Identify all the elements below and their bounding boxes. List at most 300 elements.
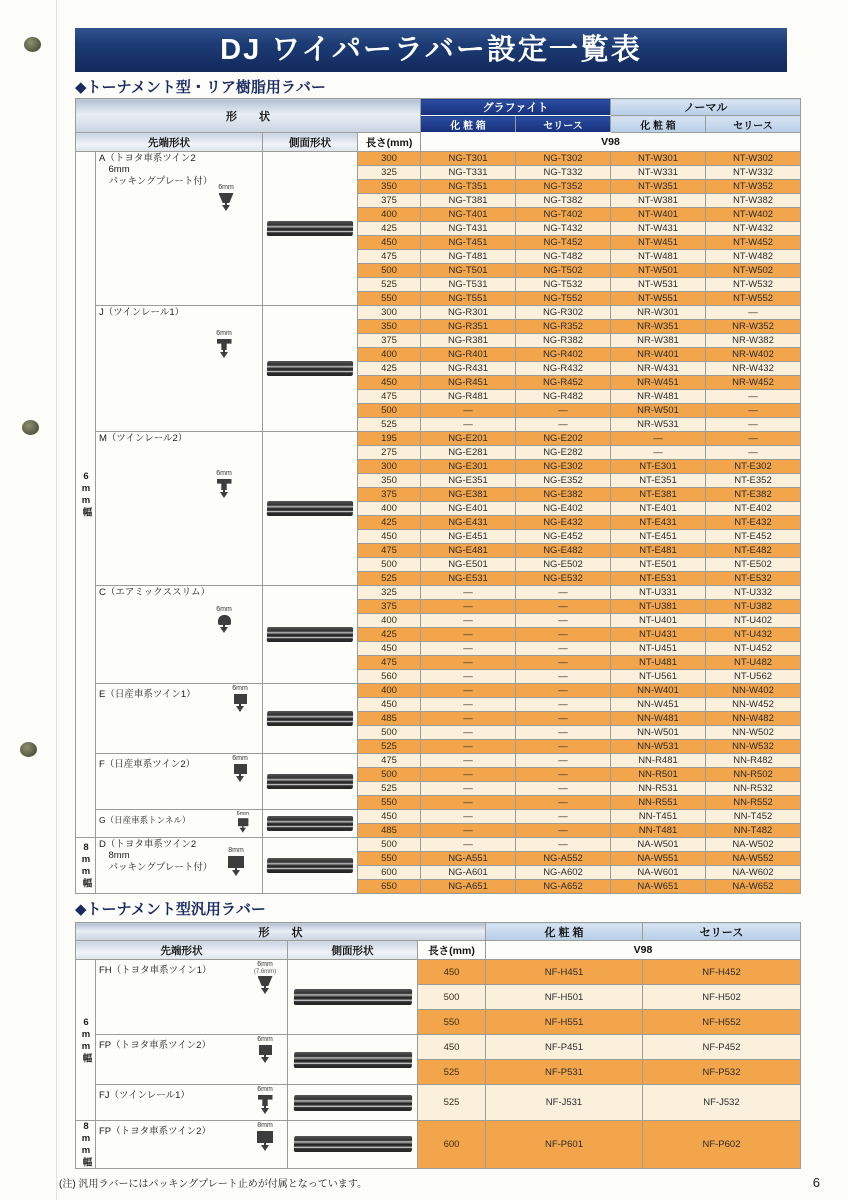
part-number-cell: NG-E301 [421,460,516,474]
length-cell: 525 [418,1085,486,1121]
part-number-cell: — [516,614,611,628]
length-cell: 650 [358,880,421,894]
part-number-cell: NG-T332 [516,166,611,180]
part-number-cell: NR-W401 [611,348,706,362]
part-number-cell: — [421,698,516,712]
length-cell: 525 [418,1060,486,1085]
tip-shape-label-line: J（ツインレール1） [99,307,185,318]
part-number-cell: NG-T502 [516,264,611,278]
tip-shape-label-line: A（トヨタ車系ツイン2 [99,153,196,164]
part-number-cell: — [421,656,516,670]
part-number-cell: NF-P452 [643,1035,801,1060]
length-cell: 400 [358,614,421,628]
length-cell: 500 [358,404,421,418]
length-cell: 425 [358,628,421,642]
length-cell: 375 [358,194,421,208]
side-profile-cell [263,306,358,432]
part-number-cell: NN-T452 [706,810,801,824]
tip-shape-label [96,964,214,977]
table-row [76,754,801,768]
tip-width-sublabel: (7.6mm) [253,969,277,975]
width-group-label: 6mm幅 [80,471,92,518]
length-cell: 475 [358,544,421,558]
part-number-cell: NT-W302 [706,152,801,166]
length-cell: 425 [358,222,421,236]
part-number-cell: — [421,726,516,740]
tip-head-shape [257,1131,273,1143]
part-number-cell: — [516,796,611,810]
part-number-cell: NT-E432 [706,516,801,530]
part-number-cell: NG-A602 [516,866,611,880]
part-number-cell: — [516,698,611,712]
part-number-cell: — [421,614,516,628]
part-number-cell: NG-T331 [421,166,516,180]
part-number-cell: NG-E451 [421,530,516,544]
part-number-cell: NG-E431 [421,516,516,530]
tip-shape-cell [96,810,263,838]
length-cell: 450 [358,376,421,390]
header-v98: V98 [486,941,801,960]
table-row [76,838,801,852]
part-number-cell: NT-E381 [611,488,706,502]
length-cell: 475 [358,250,421,264]
header-v98: V98 [421,133,801,152]
part-number-cell: NR-W451 [611,376,706,390]
length-cell: 450 [418,960,486,985]
part-number-cell: NG-R432 [516,362,611,376]
length-cell: 450 [418,1035,486,1060]
part-number-cell: — [421,404,516,418]
tip-shape-icon [251,961,279,998]
part-number-cell: NT-E531 [611,572,706,586]
section-heading-rear-resin: ◆トーナメント型・リア樹脂用ラバー [75,79,326,96]
part-number-cell: NN-W501 [611,726,706,740]
part-number-cell: — [611,432,706,446]
length-cell: 475 [358,754,421,768]
tip-arrow [220,492,228,502]
tip-shape-cell [96,684,263,754]
page-edge-line [56,0,57,1200]
tip-arrow [220,352,228,362]
part-number-cell: NA-W551 [611,852,706,866]
blade-profile-image [293,989,411,1005]
side-profile-cell [263,432,358,586]
tip-shape-icon [210,606,238,637]
length-cell: 485 [358,712,421,726]
part-number-cell: NT-E532 [706,572,801,586]
tip-head-shape [259,1045,272,1055]
part-number-cell: NG-T451 [421,236,516,250]
part-number-cell: NA-W652 [706,880,801,894]
part-number-cell: NT-E402 [706,502,801,516]
part-number-cell: NN-R482 [706,754,801,768]
blade-profile-image [267,627,353,642]
part-number-cell: — [516,670,611,684]
tip-head-shape [217,339,232,350]
part-number-cell: NT-E501 [611,558,706,572]
length-cell: 350 [358,180,421,194]
length-cell: 400 [358,502,421,516]
length-cell: 525 [358,782,421,796]
length-cell: 550 [358,852,421,866]
part-number-cell: NT-W501 [611,264,706,278]
blade-profile-image [267,221,353,236]
blade-profile-image [267,501,353,516]
part-number-cell: NG-T402 [516,208,611,222]
tip-head-shape [238,818,248,826]
part-number-cell: — [421,670,516,684]
part-number-cell: NF-P602 [643,1121,801,1169]
part-number-cell: NA-W501 [611,838,706,852]
part-number-cell: — [516,684,611,698]
part-number-cell: NG-E402 [516,502,611,516]
side-profile-cell [263,810,358,838]
length-cell: 425 [358,516,421,530]
width-group-cell [76,838,96,894]
part-number-cell: NT-U481 [611,656,706,670]
part-number-cell: NT-E431 [611,516,706,530]
part-number-cell: — [421,810,516,824]
part-number-cell: NF-P601 [486,1121,643,1169]
part-number-cell: — [516,642,611,656]
tip-head-shape [219,193,234,203]
tip-shape-cell [96,586,263,684]
length-cell: 300 [358,460,421,474]
header-normal-series: セリース [706,116,801,133]
part-number-cell: — [516,810,611,824]
length-cell: 550 [418,1010,486,1035]
part-number-cell: NT-U561 [611,670,706,684]
blade-profile-image [293,1136,411,1152]
length-cell: 450 [358,530,421,544]
width-group-cell [76,152,96,838]
part-number-cell: NG-R351 [421,320,516,334]
side-profile-cell [263,586,358,684]
part-number-cell: NR-W481 [611,390,706,404]
length-cell: 400 [358,684,421,698]
length-cell: 500 [358,838,421,852]
part-number-cell: NN-R501 [611,768,706,782]
tip-shape-label-line: C（エアミックススリム） [99,587,211,598]
tip-shape-cell [96,432,263,586]
part-number-cell: NF-P532 [643,1060,801,1085]
tip-arrow [261,1108,269,1118]
part-number-cell: NG-R481 [421,390,516,404]
part-number-cell: NG-E202 [516,432,611,446]
length-cell: 450 [358,698,421,712]
tip-arrow [220,627,228,637]
part-number-cell: — [516,404,611,418]
side-profile-cell [263,838,358,894]
part-number-cell: — [706,390,801,404]
part-number-cell: NN-W502 [706,726,801,740]
tip-width-label: 6mm [216,470,232,477]
part-number-cell: NG-E531 [421,572,516,586]
header-side-shape: 側面形状 [288,941,418,960]
header-shape: 形 状 [76,923,486,941]
part-number-cell: NT-U402 [706,614,801,628]
length-cell: 450 [358,642,421,656]
tip-arrow [236,706,244,716]
part-number-cell: NG-T452 [516,236,611,250]
part-number-cell: — [421,712,516,726]
tip-shape-label [96,1089,193,1102]
tip-shape-label-line: G（日産車系トンネル） [99,815,191,825]
part-number-cell: NF-H502 [643,985,801,1010]
part-number-cell: — [611,446,706,460]
blade-profile-image [293,1052,411,1068]
length-cell: 400 [358,208,421,222]
part-number-cell: NF-H501 [486,985,643,1010]
part-number-cell: NF-H451 [486,960,643,985]
length-cell: 485 [358,824,421,838]
part-number-cell: NG-E302 [516,460,611,474]
part-number-cell: NG-E282 [516,446,611,460]
part-number-cell: NT-E351 [611,474,706,488]
part-number-cell: — [516,712,611,726]
part-number-cell: — [421,740,516,754]
part-number-cell: NN-T482 [706,824,801,838]
part-number-cell: NG-E381 [421,488,516,502]
part-number-cell: NG-E352 [516,474,611,488]
part-number-cell: NG-T352 [516,180,611,194]
tip-head-shape [234,694,247,704]
part-number-cell: NT-W481 [611,250,706,264]
tip-head-shape [234,764,247,774]
part-number-cell: NA-W651 [611,880,706,894]
part-number-cell: NR-W352 [706,320,801,334]
part-number-cell: NN-W532 [706,740,801,754]
part-number-cell: NA-W602 [706,866,801,880]
length-cell: 475 [358,390,421,404]
width-group-label: 8mm幅 [80,842,92,889]
length-cell: 375 [358,600,421,614]
part-number-cell: — [516,768,611,782]
part-number-cell: NT-W552 [706,292,801,306]
page-number: 6 [812,1175,820,1190]
part-number-cell: NG-T551 [421,292,516,306]
tip-shape-label-line: FJ（ツインレール1） [99,1090,190,1101]
binder-hole [24,37,41,52]
part-number-cell: NG-T431 [421,222,516,236]
length-cell: 560 [358,670,421,684]
table-row [76,1085,801,1121]
tip-shape-label [96,1039,214,1052]
length-cell: 500 [358,726,421,740]
part-number-cell: NT-W382 [706,194,801,208]
length-cell: 550 [358,292,421,306]
part-number-cell: — [421,838,516,852]
part-number-cell: — [516,418,611,432]
part-number-cell: NT-E401 [611,502,706,516]
tip-shape-cell [96,152,263,306]
part-number-cell: NF-J532 [643,1085,801,1121]
part-number-cell: NG-R352 [516,320,611,334]
part-number-cell: — [516,726,611,740]
length-cell: 325 [358,166,421,180]
length-cell: 300 [358,306,421,320]
length-cell: 525 [358,418,421,432]
rear-resin-rubber-table [75,98,801,894]
length-cell: 600 [358,866,421,880]
part-number-cell: — [706,446,801,460]
part-number-cell: NT-E502 [706,558,801,572]
header-graphite: グラファイト [421,99,611,116]
part-number-cell: NG-E401 [421,502,516,516]
part-number-cell: NN-W402 [706,684,801,698]
tip-shape-label-line: FP（トヨタ車系ツイン2） [99,1040,211,1051]
length-cell: 195 [358,432,421,446]
part-number-cell: NT-U432 [706,628,801,642]
part-number-cell: — [516,824,611,838]
blade-profile-image [267,774,353,789]
tip-shape-label-line: FH（トヨタ車系ツイン1） [99,965,212,976]
tip-arrow [261,988,269,998]
general-purpose-rubber-table [75,922,801,1169]
part-number-cell: NT-W432 [706,222,801,236]
part-number-cell: NT-W332 [706,166,801,180]
part-number-cell: NR-W452 [706,376,801,390]
tip-width-label: 8mm [257,1122,273,1129]
tip-width-label: 6mm [216,606,232,613]
length-cell: 525 [358,278,421,292]
part-number-cell: — [516,782,611,796]
side-profile-cell [263,152,358,306]
header-tip-shape: 先端形状 [76,941,288,960]
part-number-cell: NG-E281 [421,446,516,460]
part-number-cell: NT-U562 [706,670,801,684]
header-normal: ノーマル [611,99,801,116]
part-number-cell: NR-W501 [611,404,706,418]
part-number-cell: NN-W452 [706,698,801,712]
tip-shape-label-line: 6mm [99,164,130,176]
part-number-cell: NR-W381 [611,334,706,348]
part-number-cell: — [706,418,801,432]
part-number-cell: — [421,768,516,782]
blade-profile-image [267,858,353,873]
part-number-cell: NT-W551 [611,292,706,306]
part-number-cell: NT-E451 [611,530,706,544]
part-number-cell: NT-E482 [706,544,801,558]
part-number-cell: NG-E351 [421,474,516,488]
part-number-cell: NT-W452 [706,236,801,250]
header-length: 長さ(mm) [418,941,486,960]
length-cell: 275 [358,446,421,460]
part-number-cell: NG-E382 [516,488,611,502]
part-number-cell: NT-U331 [611,586,706,600]
part-number-cell: NT-W301 [611,152,706,166]
part-number-cell: NG-T401 [421,208,516,222]
tip-head-shape [217,479,232,490]
part-number-cell: NT-E301 [611,460,706,474]
part-number-cell: NT-U401 [611,614,706,628]
part-number-cell: NG-E501 [421,558,516,572]
part-number-cell: NT-E382 [706,488,801,502]
length-cell: 425 [358,362,421,376]
part-number-cell: NF-P531 [486,1060,643,1085]
table-row [76,306,801,320]
part-number-cell: NN-W481 [611,712,706,726]
part-number-cell: NG-T382 [516,194,611,208]
length-cell: 500 [358,768,421,782]
tip-shape-label [96,688,199,701]
tip-shape-label [96,432,262,445]
part-number-cell: NG-R402 [516,348,611,362]
part-number-cell: NT-W402 [706,208,801,222]
part-number-cell: NG-T381 [421,194,516,208]
part-number-cell: NG-R382 [516,334,611,348]
part-number-cell: NT-E452 [706,530,801,544]
width-group-cell [76,960,96,1121]
tip-width-label: 6mm [232,755,248,762]
table-row [76,810,801,824]
width-group-label: 8mm幅 [80,1121,92,1168]
tip-width-label: 6mm [257,1036,273,1043]
part-number-cell: — [421,628,516,642]
tip-shape-icon [222,847,250,880]
tip-width-label: 6mm [232,685,248,692]
tip-width-label: 6mm [236,811,250,817]
part-number-cell: NG-T532 [516,278,611,292]
part-number-cell: NG-A652 [516,880,611,894]
part-number-cell: — [706,306,801,320]
tip-shape-cell [96,960,288,1035]
tip-shape-label-line: パッキングプレート付） [99,861,213,873]
header-graphite-box: 化 粧 箱 [421,116,516,133]
part-number-cell: NN-W401 [611,684,706,698]
blade-profile-image [267,816,353,831]
length-cell: 475 [358,656,421,670]
tip-shape-label [96,814,193,826]
part-number-cell: — [706,404,801,418]
part-number-cell: NR-W402 [706,348,801,362]
part-number-cell: NG-T351 [421,180,516,194]
tip-shape-icon [212,184,240,215]
tip-width-label: 6mm [257,1086,273,1093]
tip-arrow [240,828,246,836]
table-row [76,960,801,985]
part-number-cell: NN-W531 [611,740,706,754]
length-cell: 450 [358,236,421,250]
part-number-cell: NG-R451 [421,376,516,390]
part-number-cell: NT-W331 [611,166,706,180]
tip-shape-label-line: D（トヨタ車系ツイン2 [99,839,197,850]
tip-shape-label [96,306,262,319]
tip-shape-cell [96,754,263,810]
tip-width-label: 6mm [216,330,232,337]
part-number-cell: NT-U452 [706,642,801,656]
tip-shape-icon [251,1036,279,1067]
part-number-cell: NN-R551 [611,796,706,810]
part-number-cell: NN-T481 [611,824,706,838]
header-graphite-series: セリース [516,116,611,133]
tip-head-shape [218,615,231,625]
footnote: (注) 汎用ラバーにはパッキングプレート止めが付属となっています。 [59,1178,367,1190]
part-number-cell: — [516,656,611,670]
part-number-cell: NT-W381 [611,194,706,208]
part-number-cell: — [421,754,516,768]
part-number-cell: NG-T481 [421,250,516,264]
header-length: 長さ(mm) [358,133,421,152]
tip-shape-label-line: FP（トヨタ車系ツイン2） [99,1126,211,1137]
part-number-cell: NT-E481 [611,544,706,558]
table-row [76,1035,801,1060]
tip-arrow [236,776,244,786]
tip-shape-label [96,152,262,188]
section-heading-general: ◆トーナメント型汎用ラバー [75,901,266,918]
part-number-cell: NG-R401 [421,348,516,362]
part-number-cell: — [516,600,611,614]
